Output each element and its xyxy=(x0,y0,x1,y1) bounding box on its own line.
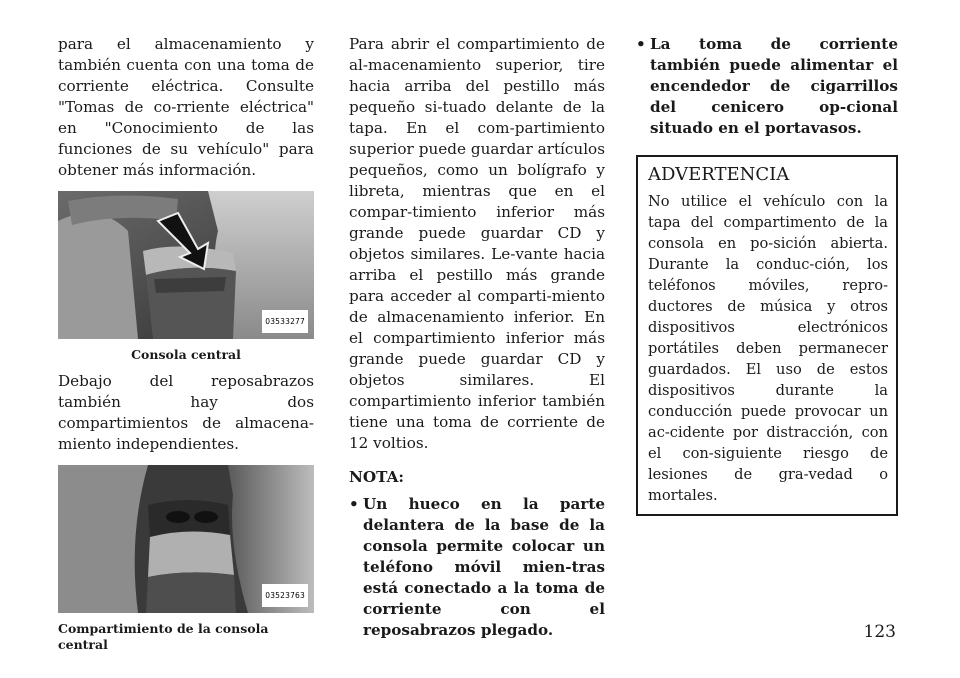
figure-code: 03533277 xyxy=(262,310,308,333)
figure-caption: Compartimiento de la consola central xyxy=(58,621,269,652)
column-middle xyxy=(349,34,605,641)
warning-text: No utilice el vehículo con la tapa del compartimento de la consola en po-sición abierta. Durante la conduc-ción, los teléfonos móviles, repro-ductores de música y otros dispositivos electrónicos portátiles deben permanecer guardados. El uso de estos dispositivos durante la conducción puede provocar un ac-cidente por distracción, con el con-siguiente riesgo de lesiones de gra-vedad o mortales. xyxy=(648,193,888,504)
figure-caption: Consola central xyxy=(131,347,241,362)
body-paragraph: Para abrir el compartimiento de al-macenamiento superior, tire hacia arriba del pestillo más pequeño si-tuado delante de la tapa. En el com-partimiento superior puede guardar artículos pequeños, como un bolígrafo y libreta, mientras que en el compar-timiento inferior más grande puede guardar CD y objetos similares. Le-vante hacia arriba el pestillo más grande para acceder al comparti-miento de almacenamiento inferior. En el compartimiento inferior más grande puede guardar CD y objetos similares. El compartimiento inferior también tiene una toma de corriente de 12 voltios. xyxy=(349,35,605,452)
page-number: 123 xyxy=(863,622,896,642)
warning-title: ADVERTENCIA xyxy=(648,164,790,185)
list-item-text: La toma de corriente también puede alimentar el encendedor de cigarrillos del cenicero op-cional situado en el portavasos. xyxy=(650,35,898,137)
body-paragraph: Debajo del reposabrazos también hay dos compartimientos de almacena-miento independientes. xyxy=(58,372,314,453)
note-label: NOTA: xyxy=(349,468,404,486)
bullet-icon: • xyxy=(349,495,359,513)
console-compartment-photo xyxy=(58,465,314,613)
bullet-icon: • xyxy=(636,35,646,53)
list-item xyxy=(636,34,898,139)
column-left xyxy=(58,34,314,653)
warning-box xyxy=(636,155,898,516)
body-paragraph: para el almacenamiento y también cuenta con una toma de corriente eléctrica. Consulte "Tomas de co-rriente eléctrica" en "Conocimiento de las funciones de su vehículo" para obtener más información. xyxy=(58,35,314,179)
list-item xyxy=(349,494,605,641)
console-photo xyxy=(58,191,314,339)
column-right xyxy=(636,34,898,516)
list-item-text: Un hueco en la parte delantera de la base de la consola permite colocar un teléfono móvil mien-tras está conectado a la toma de corriente con el reposabrazos plegado. xyxy=(363,495,605,639)
figure-code: 03523763 xyxy=(262,584,308,607)
